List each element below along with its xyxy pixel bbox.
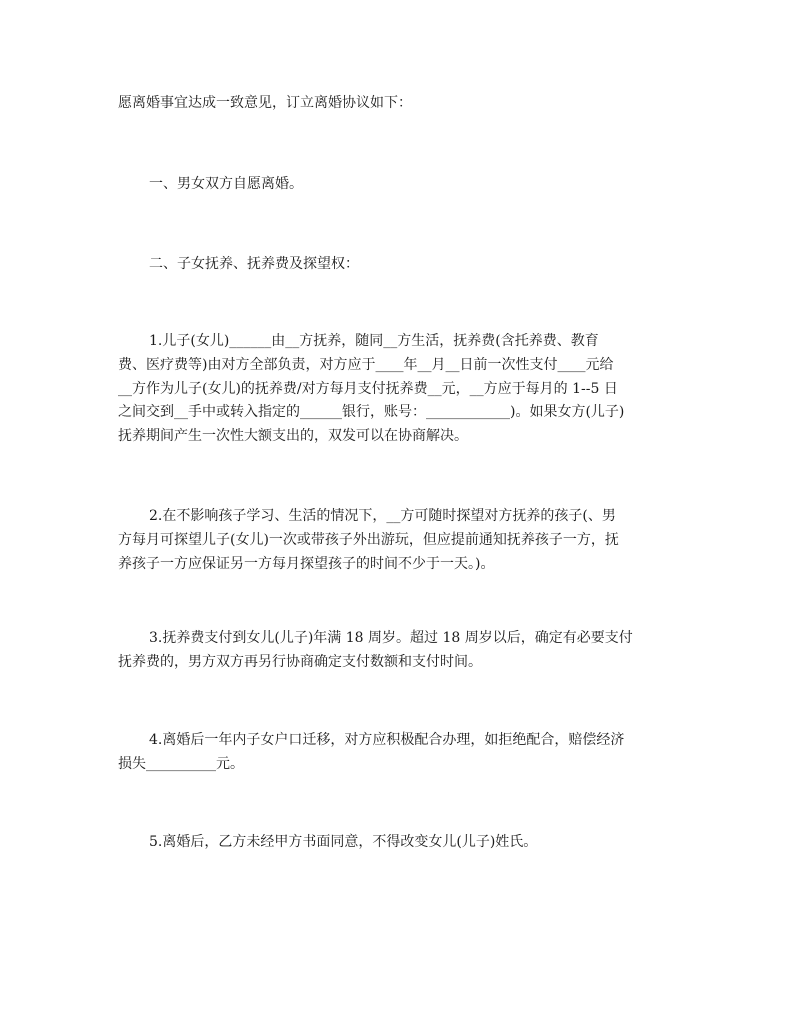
intro-text: 愿离婚事宜达成一致意见，订立离婚协议如下： (118, 95, 412, 111)
clause-4-paragraph (118, 729, 688, 777)
item-2-text: 二、子女抚养、抚养费及探望权： (149, 256, 359, 272)
clause-1-paragraph (118, 330, 688, 449)
clause-3-line-1: 3.抚养费支付到女儿(儿子)年满 18 周岁。超过 18 周岁以后，确定有必要支付 (149, 630, 633, 646)
clause-4-line-1: 4.离婚后一年内子女户口迁移，对方应积极配合办理，如拒绝配合，赔偿经济 (149, 732, 625, 748)
item-2-paragraph (118, 253, 688, 277)
clause-2-paragraph (118, 505, 688, 576)
clause-2-line-3: 养孩子一方应保证另一方每月探望孩子的时间不少于一天。)。 (118, 555, 495, 572)
clause-2-line-1: 2.在不影响孩子学习、生活的情况下，__方可随时探望对方抚养的孩子(、男 (149, 508, 616, 524)
clause-3-paragraph (118, 627, 688, 675)
item-1-text: 一、男女双方自愿离婚。 (149, 176, 303, 192)
clause-1-line-5: 抚养期间产生一次性大额支出的，双发可以在协商解决。 (118, 428, 468, 445)
clause-4-line-2: 损失__________元。 (118, 755, 244, 772)
clause-1-line-1: 1.儿子(女儿)______由__方抚养，随同__方生活，抚养费(含托养费、教育 (149, 333, 599, 349)
clause-5-paragraph (118, 831, 688, 855)
item-1-paragraph (118, 173, 688, 197)
clause-1-line-2: 费、医疗费等)由对方全部负责，对方应于____年__月__日前一次性支付____元给 (118, 356, 614, 373)
clause-2-line-2: 方每月可探望儿子(女儿)一次或带孩子外出游玩，但应提前通知抚养孩子一方，抚 (118, 531, 619, 548)
clause-1-line-3: __方作为儿子(女儿)的抚养费/对方每月支付抚养费__元，__方应于每月的 1--5 日 (118, 380, 618, 397)
clause-3-line-2: 抚养费的，男方双方再另行协商确定支付数额和支付时间。 (118, 653, 482, 670)
intro-paragraph (118, 92, 688, 116)
clause-1-line-4: 之间交到__手中或转入指定的______银行，账号：____________)。如果女方(儿子) (118, 404, 625, 421)
clause-5-line-1: 5.离婚后，乙方未经甲方书面同意，不得改变女儿(儿子)姓氏。 (149, 834, 538, 850)
